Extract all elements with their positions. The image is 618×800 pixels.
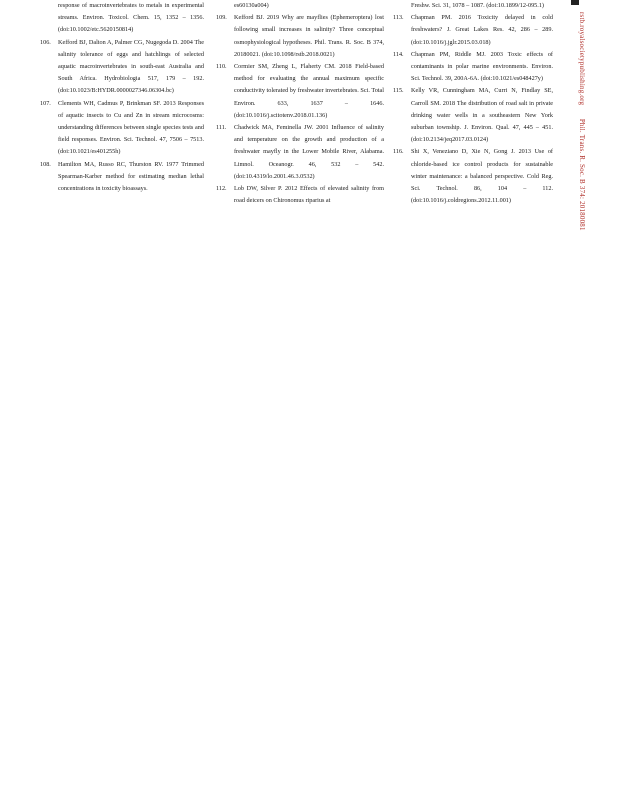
reference-column-2 bbox=[216, 0, 384, 207]
reference-text: Cormier SM, Zheng L, Flaherty CM. 2018 Field-based method for evaluating the annual maximum specific conductivity tolerated by freshwater invertebrates. Sci. Total Environ. 633, 1637 – 1646. (doi:10.1016/j.scitotenv.2018.01.136) bbox=[234, 63, 384, 119]
reference-column-3 bbox=[393, 0, 553, 207]
reference-item bbox=[393, 49, 553, 86]
reference-text: Hamilton MA, Russo RC, Thurston RV. 1977 Trimmed Spearman-Karber method for estimating median lethal concentrations in toxicity bioassays. bbox=[58, 160, 204, 193]
reference-number: 114. bbox=[393, 50, 404, 58]
reference-continuation: Freshw. Sci. 31, 1078 – 1087. (doi:10.1899/12-095.1) bbox=[411, 2, 544, 9]
reference-number: 107. bbox=[40, 99, 51, 107]
reference-item bbox=[40, 159, 204, 196]
reference-text: Lob DW, Silver P. 2012 Effects of elevated salinity from road deicers on Chironomus riparius at bbox=[234, 185, 384, 205]
journal-sidebar bbox=[578, 12, 586, 231]
reference-number: 116. bbox=[393, 148, 404, 156]
reference-text: Shi X, Veneziano D, Xie N, Gong J. 2013 Use of chloride-based ice control products for sustainable winter maintenance: a balanced perspective. Cold Reg. Sci. Technol. 86, 104 – 112. (doi:10.1016/j.coldregions.2012.11.001) bbox=[411, 148, 553, 205]
reference-item bbox=[216, 183, 384, 207]
reference-number: 108. bbox=[40, 160, 51, 168]
reference-item bbox=[393, 146, 553, 207]
reference-number: 110. bbox=[216, 63, 227, 71]
reference-text: Chapman PM, Riddle MJ. 2003 Toxic effects of contaminants in polar marine environments. Environ. Sci. Technol. 39, 200A-6A. (doi:10.1021/es048427y) bbox=[411, 50, 553, 83]
reference-item bbox=[216, 61, 384, 122]
reference-number: 112. bbox=[216, 185, 227, 193]
reference-continuation: response of macroinvertebrates to metals in experimental streams. Environ. Toxicol. Chem. 15, 1352 – 1356. (doi:10.1002/etc.5620150814) bbox=[58, 2, 204, 34]
sidebar-journal-citation: Phil. Trans. R. Soc. B 374: 20180081 bbox=[578, 118, 586, 231]
sidebar-separator bbox=[578, 107, 586, 117]
reference-text: Chapman PM. 2016 Toxicity delayed in cold freshwaters? J. Great Lakes Res. 42, 286 – 289. (doi:10.1016/j.jglr.2015.03.018) bbox=[411, 14, 553, 46]
page-marker-box bbox=[571, 0, 579, 5]
reference-item bbox=[216, 122, 384, 183]
reference-continuation: es60130a004) bbox=[234, 2, 269, 9]
reference-number: 113. bbox=[393, 14, 404, 22]
reference-text: Kefford BJ, Dalton A, Palmer CG, Nugegoda D. 2004 The salinity tolerance of eggs and hatchlings of selected aquatic macroinvertebrates in south-east Australia and South Africa. Hydrobiologia 517, 179 – 192. (doi:10.1023/B:HYDR.0000027346.06304.bc) bbox=[58, 38, 204, 95]
reference-item bbox=[393, 85, 553, 146]
reference-text: Chadwick MA, Feminella JW. 2001 Influence of salinity and temperature on the growth and production of a freshwater mayfly in the Lower Mobile River, Alabama. Limnol. Oceanogr. 46, 532 – 542. (doi:10.4319/lo.2001.46.3.0532) bbox=[234, 124, 384, 180]
reference-item bbox=[40, 37, 204, 98]
reference-text: Kefford BJ. 2019 Why are mayflies (Ephemeroptera) lost following small increases in salinity? Three conceptual osmophysiological hypotheses. Phil. Trans. R. Soc. B 374, 20180021. (doi:10.1098/rstb.2018.0021) bbox=[234, 14, 384, 58]
sidebar-site-link[interactable]: rstb.royalsocietypublishing.org bbox=[578, 12, 586, 106]
reference-number: 111. bbox=[216, 124, 227, 132]
reference-number: 109. bbox=[216, 14, 227, 22]
reference-item bbox=[40, 98, 204, 159]
reference-number: 115. bbox=[393, 87, 404, 95]
reference-item bbox=[216, 12, 384, 61]
reference-number: 106. bbox=[40, 38, 51, 46]
reference-item bbox=[393, 12, 553, 49]
reference-text: Clements WH, Cadmus P, Brinkman SF. 2013 Responses of aquatic insects to Cu and Zn in stream microcosms: understanding differences between single species tests and field responses. Environ. Sci. Technol. 47, 7506 – 7513. (doi:10.1021/es401255h) bbox=[58, 99, 204, 156]
reference-text: Kelly VR, Cunningham MA, Curri N, Findlay SE, Carroll SM. 2018 The distribution of road salt in private drinking water wells in a southeastern New York suburban township. J. Environ. Qual. 47, 445 – 451. (doi:10.2134/jeq2017.03.0124) bbox=[411, 87, 553, 144]
reference-column-1 bbox=[40, 0, 204, 195]
